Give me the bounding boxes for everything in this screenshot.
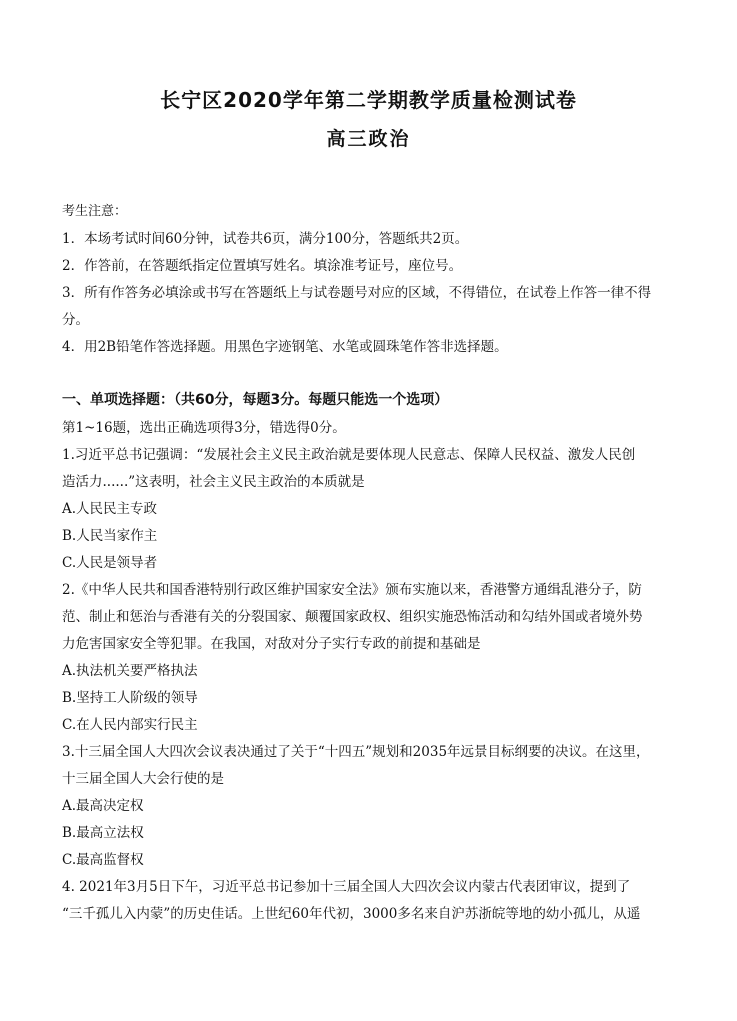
question-1-stem: 造活力......”这表明，社会主义民主政治的本质就是 xyxy=(62,474,365,490)
question-3-option-a: A.最高决定权 xyxy=(62,798,144,814)
question-3-option-b: B.最高立法权 xyxy=(62,825,144,841)
question-2-stem: 范、制止和惩治与香港有关的分裂国家、颠覆国家政权、组织实施恐怖活动和勾结外国或者境外势 xyxy=(62,609,643,625)
section-instruction: 第1~16题，选出正确选项得3分，错选得0分。 xyxy=(62,420,346,436)
question-2-option-a: A.执法机关要严格执法 xyxy=(62,663,198,679)
question-2-stem: 力危害国家安全等犯罪。在我国，对敌对分子实行专政的前提和基础是 xyxy=(62,636,481,652)
question-4-stem: 4. 2021年3月5日下午，习近平总书记参加十三届全国人大四次会议内蒙古代表团审议，提到了 xyxy=(62,879,631,895)
question-1-option-c: C.人民是领导者 xyxy=(62,555,158,571)
question-4-stem: “三千孤儿入内蒙”的历史佳话。上世纪60年代初，3000多名来自沪苏浙皖等地的幼小孤儿，从遥 xyxy=(62,906,641,922)
question-3-option-c: C.最高监督权 xyxy=(62,852,144,868)
notice-heading: 考生注意： xyxy=(62,204,128,219)
question-1-option-b: B.人民当家作主 xyxy=(62,528,158,544)
exam-subtitle: 高三政治 xyxy=(326,128,411,150)
question-3-stem: 3.十三届全国人大四次会议表决通过了关于“十四五”规划和2035年远景目标纲要的决议。在这里， xyxy=(62,744,650,760)
question-1-stem: 1.习近平总书记强调：“发展社会主义民主政治就是要体现人民意志、保障人民权益、激发人民创 xyxy=(62,447,636,463)
question-2-stem: 2.《中华人民共和国香港特别行政区维护国家安全法》颁布实施以来，香港警方通缉乱港分子，防 xyxy=(62,582,642,598)
section-heading: 一、单项选择题：（共60分，每题3分。每题只能选一个选项） xyxy=(62,392,449,408)
notice-item: 分。 xyxy=(62,312,89,328)
question-1-option-a: A.人民民主专政 xyxy=(62,501,158,517)
exam-title: 长宁区2020学年第二学期教学质量检测试卷 xyxy=(160,88,577,112)
notice-item: 1．本场考试时间60分钟，试卷共6页，满分100分，答题纸共2页。 xyxy=(62,231,469,247)
notice-item: 2．作答前，在答题纸指定位置填写姓名。填涂准考证号，座位号。 xyxy=(62,258,463,274)
notice-item: 4．用2B铅笔作答选择题。用黑色字迹钢笔、水笔或圆珠笔作答非选择题。 xyxy=(62,339,508,355)
question-2-option-c: C.在人民内部实行民主 xyxy=(62,717,198,733)
notice-item: 3．所有作答务必填涂或书写在答题纸上与试卷题号对应的区域，不得错位，在试卷上作答一律不得 xyxy=(62,285,652,301)
question-2-option-b: B.坚持工人阶级的领导 xyxy=(62,690,198,706)
question-3-stem: 十三届全国人大会行使的是 xyxy=(62,771,224,787)
